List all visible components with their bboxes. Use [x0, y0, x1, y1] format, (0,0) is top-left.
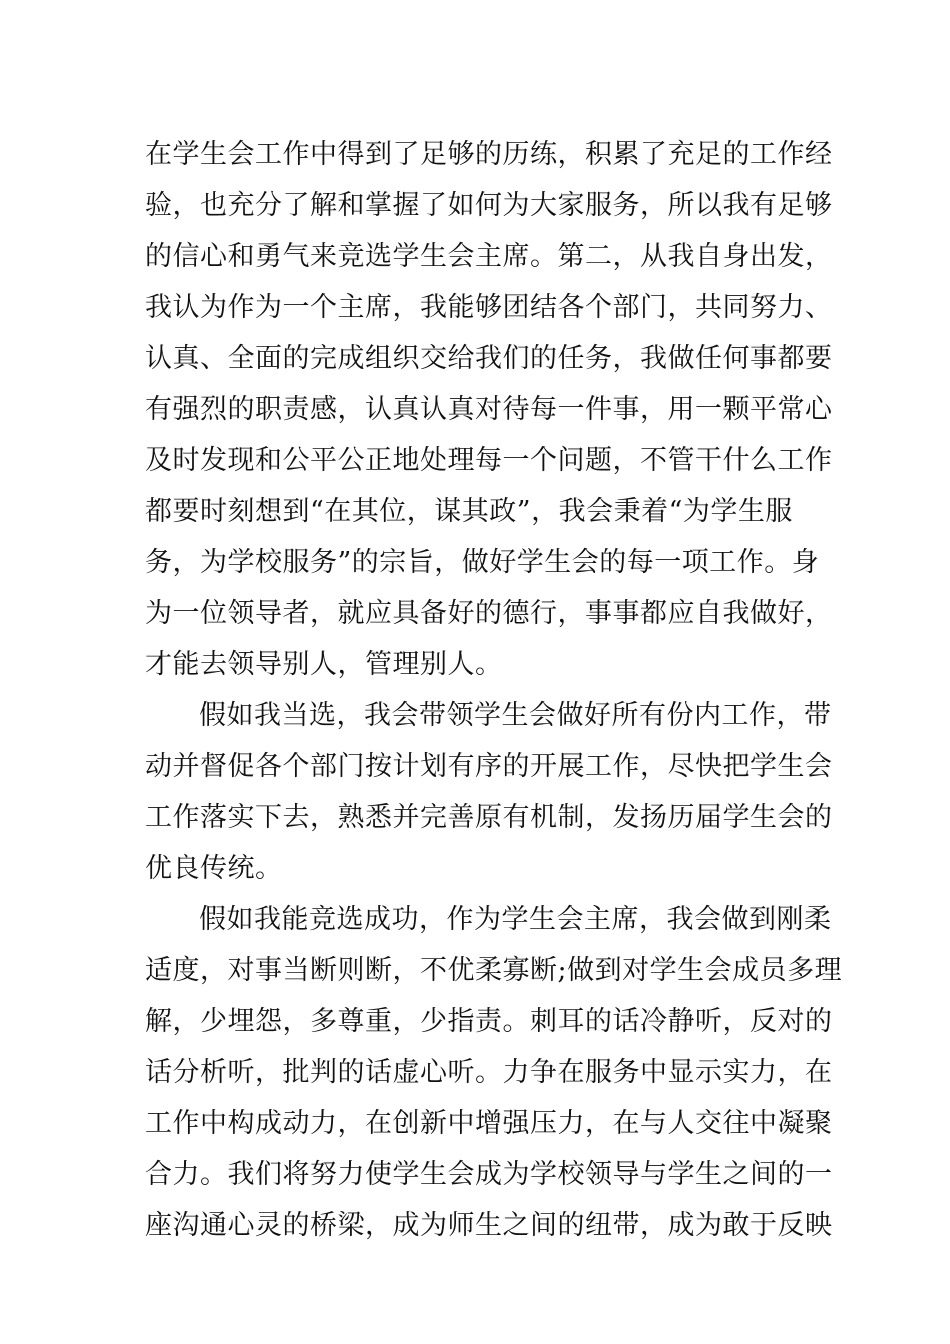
text-line: 合力。我们将努力使学生会成为学校领导与学生之间的一	[145, 1159, 833, 1190]
text-line: 话分析听，批判的话虚心听。力争在服务中显示实力，在	[145, 1057, 833, 1088]
text-line: 都要时刻想到“在其位，谋其政”，我会秉着“为学生服	[145, 496, 793, 527]
text-line: 适度，对事当断则断，不优柔寡断;做到对学生会成员多理	[145, 955, 843, 986]
text-line: 才能去领导别人，管理别人。	[145, 649, 503, 680]
text-line: 为一位领导者，就应具备好的德行，事事都应自我做好，	[145, 598, 833, 629]
text-line: 动并督促各个部门按计划有序的开展工作，尽快把学生会	[145, 751, 833, 782]
text-line: 在学生会工作中得到了足够的历练，积累了充足的工作经	[145, 139, 833, 170]
text-line: 工作中构成动力，在创新中增强压力，在与人交往中凝聚	[145, 1108, 833, 1139]
text-line: 认真、全面的完成组织交给我们的任务，我做任何事都要	[145, 343, 833, 374]
text-line: 座沟通心灵的桥梁，成为师生之间的纽带，成为敢于反映	[145, 1210, 833, 1241]
text-line: 我认为作为一个主席，我能够团结各个部门，共同努力、	[145, 292, 833, 323]
document-body	[145, 129, 843, 1251]
text-line: 有强烈的职责感，认真认真对待每一件事，用一颗平常心	[145, 394, 833, 425]
paragraph-start-line: 假如我能竞选成功，作为学生会主席，我会做到刚柔	[199, 904, 832, 935]
text-line: 验，也充分了解和掌握了如何为大家服务，所以我有足够	[145, 190, 833, 221]
text-line: 优良传统。	[145, 853, 283, 884]
text-line: 解，少埋怨，多尊重，少指责。刺耳的话冷静听，反对的	[145, 1006, 833, 1037]
text-line: 的信心和勇气来竞选学生会主席。第二，从我自身出发，	[145, 241, 833, 272]
paragraph-start-line: 假如我当选，我会带领学生会做好所有份内工作，带	[199, 700, 832, 731]
text-line: 务，为学校服务”的宗旨，做好学生会的每一项工作。身	[145, 547, 820, 578]
text-line: 工作落实下去，熟悉并完善原有机制，发扬历届学生会的	[145, 802, 833, 833]
text-line: 及时发现和公平公正地处理每一个问题，不管干什么工作	[145, 445, 833, 476]
